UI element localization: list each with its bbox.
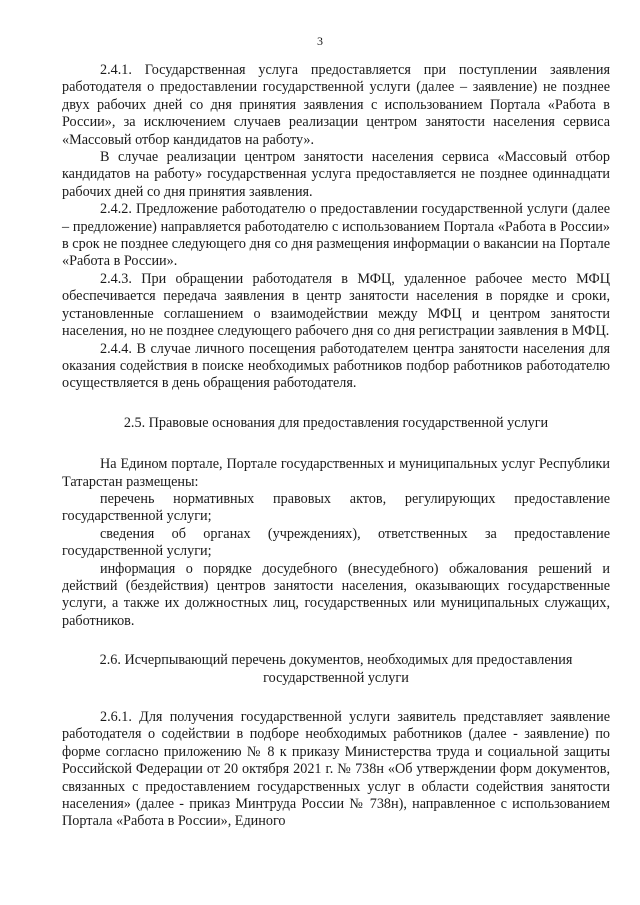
document-body — [62, 62, 610, 831]
paragraph-2-6-1: 2.6.1. Для получения государственной услуги заявитель представляет заявление работодателя о содействии в подборе необходимых работников (далее - заявление) по форме согласно приложению № 8 к приказу Министерства труда и социальной защиты Российской Федерации от 20 октября 2021 г. № 738н «Об утверждении форм документов, связанных с предоставлением государственных услуг в области содействия занятости населения» (далее - приказ Минтруда России № 738н), направленное с использованием Портала «Работа в России», Единого — [62, 709, 610, 830]
paragraph-2-4-4: 2.4.4. В случае личного посещения работодателем центра занятости населения для оказания содействия в поиске необходимых работников подбор работников работодателю осуществляется в день обращения работодателя. — [62, 340, 610, 392]
section-heading-2-5: 2.5. Правовые основания для предоставления государственной услуги — [123, 414, 549, 431]
paragraph-2-5-list-item-appeal: информация о порядке досудебного (внесудебного) обжалования решений и действий (бездействия) центров занятости населения, оказывающих государственные услуги, а также их должностных лиц, государственных или муниципальных служащих, работников. — [62, 560, 610, 629]
paragraph-2-5-list-item-organs: сведения об органах (учреждениях), ответственных за предоставление государственной услуги; — [62, 525, 610, 560]
paragraph-2-4-1-mass-selection: В случае реализации центром занятости населения сервиса «Массовый отбор кандидатов на работу» государственная услуга предоставляется не позднее одиннадцати рабочих дней со дня принятия заявления. — [62, 149, 610, 200]
paragraph-2-4-1: 2.4.1. Государственная услуга предоставляется при поступлении заявления работодателя о предоставлении государственной услуги (далее – заявление) не позднее двух рабочих дней со дня принятия заявления с использованием Портала «Работа в России», за исключением случаев реализации центром занятости населения сервиса «Массовый отбор кандидатов на работу». — [62, 62, 610, 148]
page-number: 3 — [317, 34, 323, 48]
paragraph-2-4-2: 2.4.2. Предложение работодателю о предоставлении государственной услуги (далее – предложение) направляется работодателю с использованием Портала «Работа в России» в срок не позднее следующего дня со дня размещения информации о вакансии на Портале «Работа в России». — [62, 201, 610, 270]
section-heading-2-6: 2.6. Исчерпывающий перечень документов, необходимых для предоставления государственной услуги — [99, 652, 573, 686]
paragraph-2-5-list-item-acts: перечень нормативных правовых актов, регулирующих предоставление государственной услуги; — [62, 490, 610, 525]
paragraph-2-4-3: 2.4.3. При обращении работодателя в МФЦ, удаленное рабочее место МФЦ обеспечивается передача заявления в центр занятости населения в порядке и сроки, установленные соглашением о взаимодействии между МФЦ и центром занятости населения, но не позднее следующего рабочего дня со дня регистрации заявления в МФЦ. — [62, 270, 610, 340]
paragraph-2-5-intro: На Едином портале, Портале государственных и муниципальных услуг Республики Татарстан размещены: — [62, 456, 610, 490]
